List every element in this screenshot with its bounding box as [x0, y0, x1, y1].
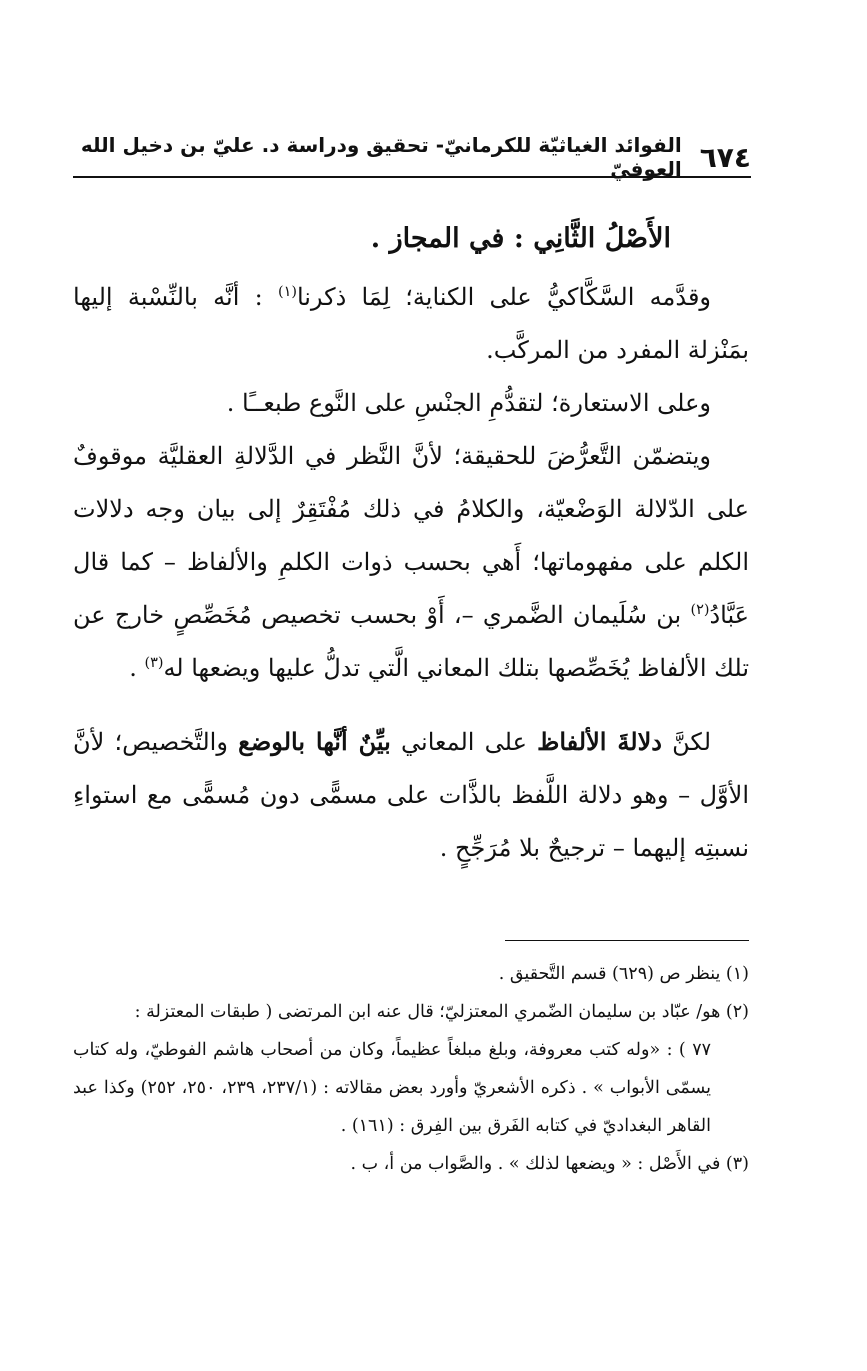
p4-bold-1: دلالةَ الألفاظ [537, 727, 662, 756]
p1-text-b: : أنَّه بالنِّسْبة إليها بمَنْزلة المفرد من المركَّب. [73, 283, 749, 364]
paragraph-4 [73, 715, 749, 875]
main-text [73, 212, 749, 875]
page-header [73, 133, 751, 181]
p1-text-a: وقدَّمه السَّكَّاكيُّ على الكناية؛ لِمَا ذكرنا [296, 283, 712, 311]
footnote-1: (١) ينظر ص (٦٢٩) قسم التَّحقيق . [498, 964, 749, 984]
p4-text-a: لكنَّ [661, 728, 712, 756]
footnote-ref-3: (٣) [144, 655, 164, 671]
page-number: ٦٧٤ [699, 140, 751, 174]
p4-bold-2: بيِّنٌ أنَّها بالوضع [238, 727, 391, 756]
header-divider [73, 176, 751, 178]
paragraph-2: وعلى الاستعارة؛ لتقدُّمِ الجنْسِ على النَّوع طبعــًا . [226, 389, 711, 417]
footnote-2-continuation: ٧٧ ) : «وله كتب معروفة، وبلغ مبلغاً عظيماً، وكان من أصحاب هاشم الفوطيّ، وله كتاب يسمّى الأبواب » . ذكره الأشعريّ وأورد بعض مقالاته : (٢٣٧/١، ٢٣٩، ٢٥٠، ٢٥٢) وكذا عبد القاهر البغداديّ في كتابه الفَرق بين الفِرق : (١٦١) . [73, 1040, 711, 1136]
paragraph-1 [73, 271, 749, 377]
footnote-divider [505, 940, 749, 941]
footnote-3: (٣) في الأَصْل : « ويضعها لذلك » . والصَّواب من أ، ب . [350, 1154, 749, 1174]
footnotes [73, 955, 749, 1183]
paragraph-3 [73, 430, 749, 695]
footnote-ref-1: (١) [277, 284, 297, 300]
footnote-ref-2: (٢) [690, 602, 710, 618]
p3-text-b: بن سُلَيمان الضَّمري –، أَوْ بحسب تخصيص مُخَصِّصٍ خارج عن تلك الألفاظ يُخَصِّصها بتلك المعاني الَّتي تدلُّ عليها ويضعها له [73, 601, 749, 682]
p3-text-c: . [129, 654, 145, 682]
p3-text-a: ويتضمّن التَّعرُّضَ للحقيقة؛ لأنَّ النَّظر في الدَّلالةِ العقليَّة موقوفٌ على الدّلالة الوَضْعيّة، والكلامُ في ذلك مُفْتَقِرٌ إلى بيان وجه دلالات الكلم على مفهوماتها؛ أَهي بحسب ذوات الكلمِ والألفاظ – كما قال عَبَّادُ [73, 442, 749, 629]
p4-text-c: على المعاني [390, 728, 538, 756]
p4-text-d: والتَّخصيص؛ لأنَّ الأوَّل – وهو دلالة اللَّفظ بالذَّات على مسمًّى دون مُسمًّى مع استواءِ نسبتِه إليهما – ترجيحٌ بلا مُرَجِّحٍ . [73, 728, 749, 862]
section-heading: الأَصْلُ الثَّانِي : في المجاز . [370, 223, 671, 254]
footnote-2-first-line: (٢) هو/ عبّاد بن سليمان الضّمري المعتزليّ؛ قال عنه ابن المرتضى ( طبقات المعتزلة : [134, 1002, 749, 1022]
running-title: الفوائد الغياثيّة للكرمانيّ- تحقيق ودراسة د. عليّ بن دخيل الله العوفيّ [80, 133, 682, 181]
